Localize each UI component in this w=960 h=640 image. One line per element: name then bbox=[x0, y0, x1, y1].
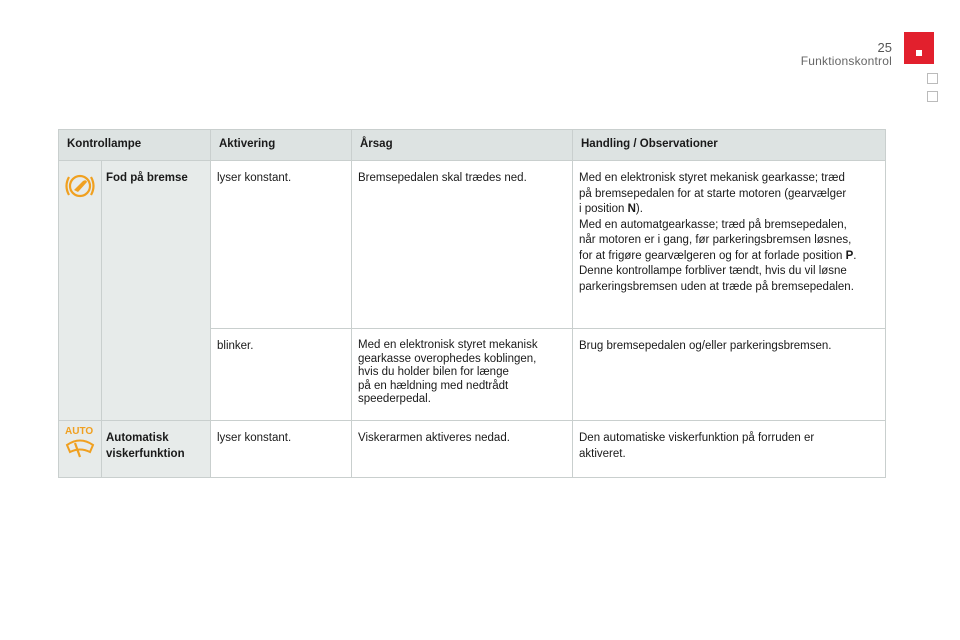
action-cell: Den automatiske viskerfunktion på forruden er aktiveret. bbox=[573, 421, 886, 478]
lamp-icon-cell bbox=[59, 421, 102, 478]
auto-wiper-icon bbox=[63, 423, 97, 461]
table-header-row bbox=[59, 130, 886, 161]
table-row bbox=[59, 161, 886, 329]
cause-cell: Med en elektronisk styret mekanisk gearkasse overophedes koblingen, hvis du holder bilen for længe på en hældning med nedtrådt speederpedal. bbox=[352, 329, 573, 421]
section-title: Funktionskontrol bbox=[800, 54, 892, 68]
lamp-name: Automatisk viskerfunktion bbox=[102, 421, 211, 478]
svg-text:AUTO: AUTO bbox=[65, 426, 94, 437]
page-number: 25 bbox=[877, 40, 892, 55]
activation-cell: lyser konstant. bbox=[211, 161, 352, 329]
chapter-marker bbox=[904, 32, 934, 64]
activation-cell: lyser konstant. bbox=[211, 421, 352, 478]
cause-cell: Bremsepedalen skal trædes ned. bbox=[352, 161, 573, 329]
col-header-action: Handling / Observationer bbox=[573, 130, 886, 161]
lamp-icon-cell bbox=[59, 161, 102, 421]
action-cell: Med en elektronisk styret mekanisk gearkasse; træd på bremsepedalen for at starte motoren (gearvælger i position N). Med en automatgearkasse; træd på bremsepedalen, når motoren er i gang, før parkeringsbremsen løsnes, for at frigøre gearvælgeren og for at forlade position P. Denne kontrollampe forbliver tændt, hvis du vil løsne parkeringsbremsen uden at træde på bremsepedalen. bbox=[573, 161, 886, 329]
chapter-square-1 bbox=[927, 73, 938, 84]
cause-cell: Viskerarmen aktiveres nedad. bbox=[352, 421, 573, 478]
chapter-marker-dot bbox=[916, 50, 922, 56]
col-header-cause: Årsag bbox=[352, 130, 573, 161]
activation-cell: blinker. bbox=[211, 329, 352, 421]
action-cell: Brug bremsepedalen og/eller parkeringsbremsen. bbox=[573, 329, 886, 421]
col-header-activation: Aktivering bbox=[211, 130, 352, 161]
foot-on-brake-icon bbox=[63, 171, 97, 201]
chapter-square-2 bbox=[927, 91, 938, 102]
warning-lamp-table bbox=[58, 129, 886, 478]
col-header-lamp: Kontrollampe bbox=[59, 130, 211, 161]
lamp-name: Fod på bremse bbox=[102, 161, 211, 421]
table-row bbox=[59, 421, 886, 478]
